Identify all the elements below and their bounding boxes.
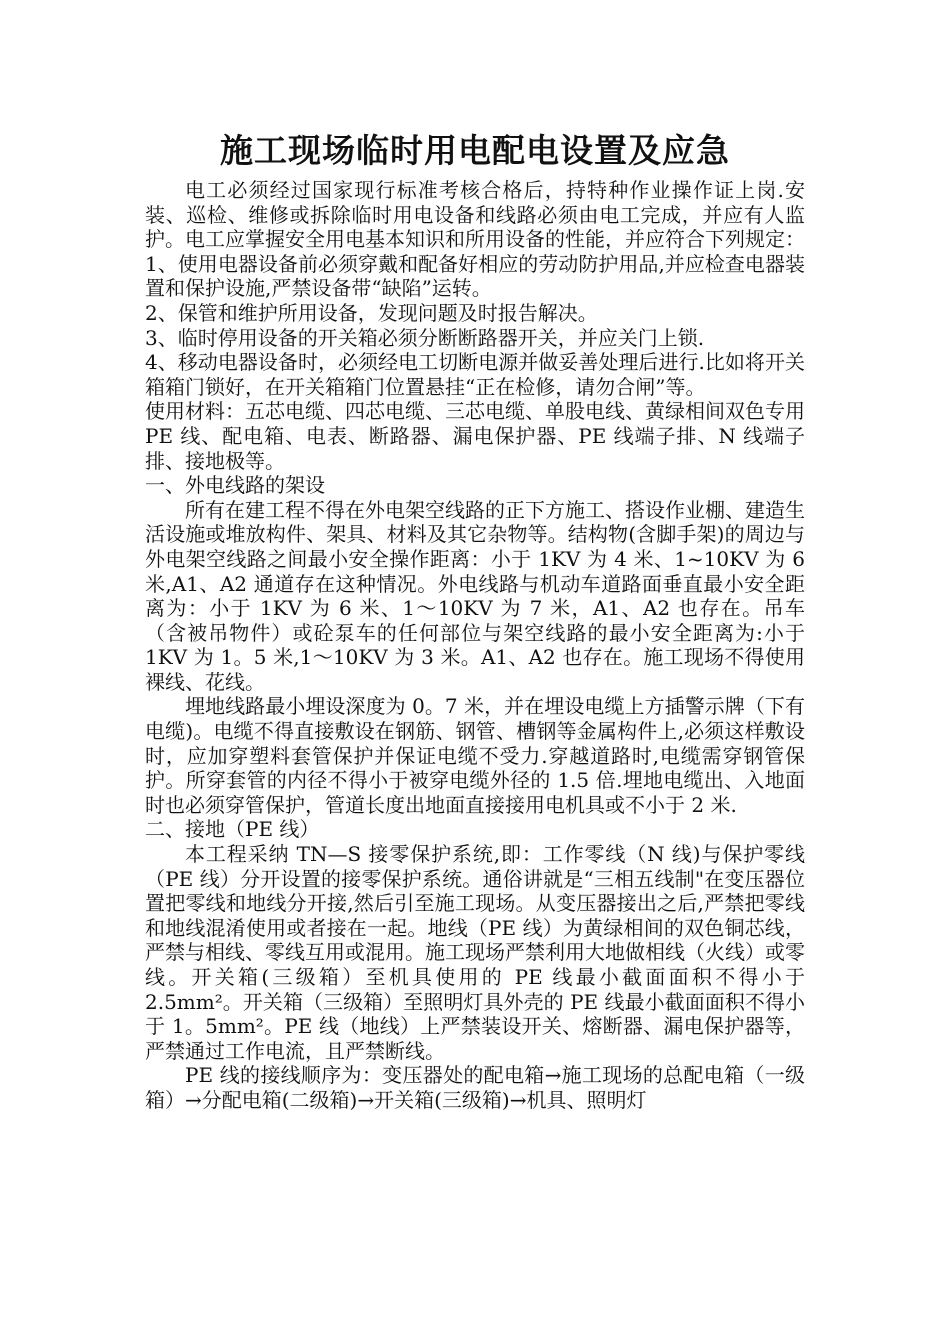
document-title: 施工现场临时用电配电设置及应急	[220, 131, 730, 170]
paragraph-rule-2: 2、保管和维护所用设备，发现问题及时报告解决。	[145, 300, 598, 325]
document-page	[145, 126, 805, 1113]
paragraph-rule-4: 4、移动电器设备时，必须经电工切断电源并做妥善处理后进行.比如将开关箱箱门锁好，在开关箱箱门位置悬挂“正在检修，请勿合闸”等。	[145, 350, 805, 399]
paragraph-buried-lines: 埋地线路最小埋设深度为 0。7 米，并在埋设电缆上方插警示牌（下有电缆)。电缆不得直接敷设在钢筋、钢管、槽钢等金属构件上,必须这样敷设时，应加穿塑料套管保护并保证电缆不受力.穿越道路时,电缆需穿钢管保护。所穿套管的内径不得小于被穿电缆外径的 1.5 倍.埋地电缆出、入地面时也必须穿管保护，管道长度出地面直接接用电机具或不小于 2 米.	[145, 694, 805, 817]
paragraph-external-lines: 所有在建工程不得在外电架空线路的正下方施工、搭设作业棚、建造生活设施或堆放构件、架具、材料及其它杂物等。结构物(含脚手架)的周边与外电架空线路之间最小安全操作距离：小于 1KV 为 4 米、1~10KV 为 6 米,A1、A2 通道存在这种情况。外电线路与机动车道路面垂直最小安全距离为：小于 1KV 为 6 米、1～10KV 为 7 米，A1、A2 也存在。吊车（含被吊物件）或砼泵车的任何部位与架空线路的最小安全距离为:小于 1KV 为 1。5 米,1～10KV 为 3 米。A1、A2 也存在。施工现场不得使用裸线、花线。	[145, 497, 805, 694]
section-heading-grounding: 二、接地（PE 线）	[145, 817, 320, 842]
paragraph-rule-3: 3、临时停用设备的开关箱必须分断断路器开关，并应关门上锁.	[145, 325, 705, 350]
paragraph-intro: 电工必须经过国家现行标准考核合格后，持特种作业操作证上岗.安装、巡检、维修或拆除临时用电设备和线路必须由电工完成，并应有人监护。电工应掌握安全用电基本知识和所用设备的性能，并应符合下列规定：	[145, 178, 805, 252]
paragraph-rule-1: 1、使用电器设备前必须穿戴和配备好相应的劳动防护用品,并应检查电器装置和保护设施,严禁设备带“缺陷”运转。	[145, 251, 805, 301]
paragraph-materials: 使用材料：五芯电缆、四芯电缆、三芯电缆、单股电线、黄绿相间双色专用 PE 线、配电箱、电表、断路器、漏电保护器、PE 线端子排、N 线端子排、接地极等。	[145, 399, 805, 473]
paragraph-grounding: 本工程采纳 TN—S 接零保护系统,即：工作零线（N 线)与保护零线（PE 线）分开设置的接零保护系统。通俗讲就是“三相五线制"在变压器位置把零线和地线分开接,然后引至施工现场。从变压器接出之后,严禁把零线和地线混淆使用或者接在一起。地线（PE 线）为黄绿相间的双色铜芯线，严禁与相线、零线互用或混用。施工现场严禁利用大地做相线（火线）或零线。开关箱(三级箱）至机具使用的 PE 线最小截面面积不得小于 2.5mm²。开关箱（三级箱）至照明灯具外壳的 PE 线最小截面面积不得小于 1。5mm²。PE 线（地线）上严禁装设开关、熔断器、漏电保护器等，严禁通过工作电流，且严禁断线。	[145, 842, 805, 1063]
document-body	[145, 178, 805, 1113]
section-heading-external-lines: 一、外电线路的架设	[145, 473, 325, 498]
paragraph-pe-sequence: PE 线的接线顺序为：变压器处的配电箱→施工现场的总配电箱（一级箱）→分配电箱(二级箱)→开关箱(三级箱)→机具、照明灯	[145, 1063, 805, 1112]
